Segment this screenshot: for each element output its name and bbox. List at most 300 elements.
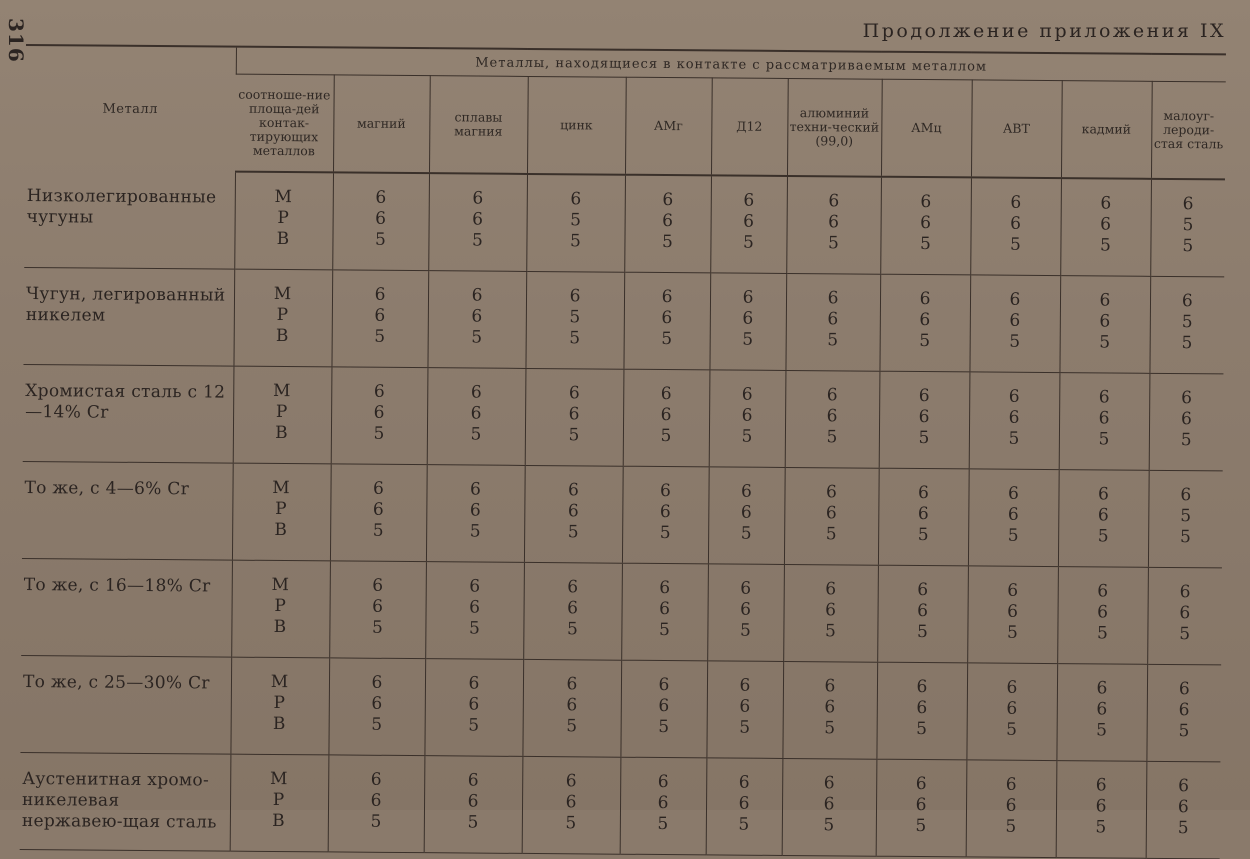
table-row xyxy=(20,752,1221,858)
rating-value: 5 xyxy=(916,621,928,642)
rating-value: 5 xyxy=(739,717,751,738)
rating-cell xyxy=(1057,566,1148,664)
rating-cell xyxy=(522,756,621,854)
rating-cell xyxy=(878,468,969,566)
rating-cell xyxy=(1056,663,1147,761)
ratio-cell xyxy=(230,657,329,755)
rating-cell xyxy=(620,757,707,855)
rating-value: 5 xyxy=(659,522,671,543)
rating-value: 6 xyxy=(375,187,387,208)
metal-name-cell: То же, с 16—18% Cr xyxy=(21,558,232,657)
running-head: Продолжение приложения IX xyxy=(862,20,1226,42)
ratio-label: М xyxy=(270,671,290,692)
rating-value: 5 xyxy=(570,210,582,231)
column-header: магний xyxy=(333,75,430,173)
rating-cell xyxy=(784,467,879,565)
ratio-label: Р xyxy=(275,498,288,519)
rating-value: 5 xyxy=(372,520,384,541)
rating-value: 5 xyxy=(739,620,751,641)
rating-value: 6 xyxy=(1178,699,1190,720)
rating-cell xyxy=(1150,179,1225,277)
ratio-label: В xyxy=(275,422,289,443)
rating-value: 6 xyxy=(1099,289,1111,311)
rating-value: 6 xyxy=(1007,504,1019,525)
rating-value: 6 xyxy=(1180,484,1192,505)
rating-value: 6 xyxy=(568,403,580,424)
ratio-label: М xyxy=(274,186,294,208)
rating-cell xyxy=(969,274,1060,372)
rating-value: 6 xyxy=(661,307,673,328)
rating-value: 5 xyxy=(1181,311,1193,332)
rating-value: 6 xyxy=(568,382,580,403)
ratio-label: М xyxy=(272,380,292,401)
rating-value: 6 xyxy=(742,287,754,308)
rating-value: 6 xyxy=(472,209,484,230)
rating-value: 6 xyxy=(375,208,387,229)
rating-value: 5 xyxy=(569,327,581,348)
rating-value: 6 xyxy=(1098,386,1110,408)
rating-value: 6 xyxy=(916,697,928,718)
rating-value: 6 xyxy=(570,189,582,210)
ratio-label: Р xyxy=(276,304,290,325)
compatibility-table xyxy=(20,44,1226,859)
rating-value: 6 xyxy=(468,672,480,694)
rating-value: 5 xyxy=(827,233,839,254)
rating-value: 6 xyxy=(915,794,927,815)
rating-value: 5 xyxy=(371,617,383,638)
rating-value: 6 xyxy=(662,190,674,211)
rating-value: 5 xyxy=(1180,429,1192,450)
rating-value: 6 xyxy=(1095,795,1107,817)
rating-value: 6 xyxy=(658,695,670,716)
rating-value: 6 xyxy=(1096,677,1108,699)
rating-value: 6 xyxy=(1179,581,1191,602)
rating-cell xyxy=(330,463,427,561)
rating-value: 5 xyxy=(1099,235,1111,256)
rating-value: 5 xyxy=(1177,817,1189,838)
rating-value: 5 xyxy=(468,714,480,736)
rating-cell xyxy=(522,659,621,757)
rating-cell xyxy=(1060,178,1151,276)
column-header: цинк xyxy=(527,76,626,174)
rating-value: 6 xyxy=(1098,407,1110,429)
rating-value: 6 xyxy=(472,188,484,209)
rating-value: 6 xyxy=(743,190,755,211)
ratio-label: Р xyxy=(277,207,290,229)
rating-value: 5 xyxy=(1180,505,1192,526)
rating-value: 6 xyxy=(1006,677,1018,698)
rating-cell xyxy=(786,176,881,274)
rating-value: 5 xyxy=(569,231,581,252)
rating-value: 6 xyxy=(566,694,578,715)
rating-cell xyxy=(623,272,710,370)
rating-value: 5 xyxy=(1178,720,1190,741)
rating-value: 5 xyxy=(1098,428,1110,450)
rating-value: 6 xyxy=(658,674,670,695)
rating-value: 5 xyxy=(740,523,752,544)
metal-name-cell: То же, с 4—6% Cr xyxy=(22,461,233,560)
rating-value: 5 xyxy=(467,811,479,833)
rating-value: 6 xyxy=(468,693,480,715)
rating-cell xyxy=(1149,276,1224,374)
column-header: Д12 xyxy=(711,78,788,176)
rating-value: 6 xyxy=(1008,386,1020,407)
rating-value: 5 xyxy=(566,715,578,736)
rating-value: 5 xyxy=(1179,623,1191,644)
metal-name-cell: То же, с 25—30% Cr xyxy=(20,655,231,754)
rating-value: 5 xyxy=(661,328,673,349)
rating-value: 6 xyxy=(1182,194,1194,215)
rating-cell xyxy=(876,662,967,760)
rating-value: 6 xyxy=(741,384,753,405)
ratio-cell xyxy=(232,463,331,561)
rating-cell xyxy=(709,369,786,467)
rating-value: 6 xyxy=(1181,290,1193,311)
rating-cell xyxy=(524,465,623,563)
rating-value: 6 xyxy=(917,503,929,524)
rating-value: 5 xyxy=(657,813,669,834)
page-number: 316 xyxy=(4,18,28,63)
rating-value: 6 xyxy=(661,286,673,307)
rating-value: 5 xyxy=(566,618,578,639)
rating-value: 6 xyxy=(1010,192,1022,213)
rating-value: 6 xyxy=(917,600,929,621)
rating-cell xyxy=(710,175,787,273)
rating-value: 5 xyxy=(1096,719,1108,741)
ratio-cell xyxy=(234,172,333,270)
ratio-label: Р xyxy=(274,595,287,616)
rating-value: 5 xyxy=(568,424,580,445)
rating-value: 6 xyxy=(1177,796,1189,817)
rating-cell xyxy=(969,371,1060,469)
column-header: сплавы магния xyxy=(429,76,528,174)
rating-cell xyxy=(328,754,425,852)
rating-cell xyxy=(424,658,523,756)
rating-cell xyxy=(708,466,785,564)
rating-value: 6 xyxy=(374,284,386,305)
rating-cell xyxy=(621,563,708,661)
rating-cell xyxy=(782,661,877,759)
rating-value: 5 xyxy=(827,329,839,350)
rating-value: 6 xyxy=(828,191,840,212)
ratio-cell xyxy=(231,560,330,658)
column-header: АМг xyxy=(625,77,712,175)
rating-value: 6 xyxy=(827,308,839,329)
rating-value: 6 xyxy=(826,405,838,426)
rating-cell xyxy=(526,174,625,272)
rating-value: 6 xyxy=(565,791,577,812)
rating-value: 6 xyxy=(374,305,386,326)
rating-value: 6 xyxy=(919,288,931,309)
ratio-label: М xyxy=(272,477,291,498)
rating-value: 6 xyxy=(471,285,483,306)
rating-cell xyxy=(785,273,880,371)
rating-cell xyxy=(966,759,1057,857)
rating-value: 5 xyxy=(1182,236,1194,257)
rating-value: 5 xyxy=(824,620,836,641)
rating-value: 6 xyxy=(1008,483,1019,504)
rating-cell xyxy=(331,366,428,464)
ratio-label: В xyxy=(272,713,287,734)
rating-value: 6 xyxy=(1006,698,1018,719)
rating-cell xyxy=(525,368,624,466)
rating-value: 5 xyxy=(1095,816,1107,838)
table-body xyxy=(20,170,1225,858)
rating-value: 6 xyxy=(1178,775,1190,796)
rating-value: 5 xyxy=(1005,816,1017,837)
rating-cell xyxy=(1148,470,1223,568)
rating-value: 6 xyxy=(739,696,751,717)
rating-value: 5 xyxy=(1097,525,1109,547)
table-row xyxy=(23,267,1224,373)
rating-value: 5 xyxy=(1006,719,1018,740)
rating-cell xyxy=(782,758,877,856)
rating-value: 6 xyxy=(740,578,752,599)
ratio-label: В xyxy=(275,325,290,346)
rating-value: 6 xyxy=(823,793,835,814)
rating-value: 5 xyxy=(919,234,931,255)
table-row xyxy=(23,364,1224,470)
rating-value: 5 xyxy=(823,814,835,835)
rating-value: 6 xyxy=(824,675,836,696)
rating-value: 6 xyxy=(1178,678,1190,699)
rating-value: 6 xyxy=(373,381,385,402)
ratio-label: В xyxy=(274,519,289,540)
rating-value: 6 xyxy=(825,502,837,523)
rating-value: 5 xyxy=(742,329,754,350)
metal-name-cell: Чугун, легированный никелем xyxy=(23,267,234,366)
column-header: АМц xyxy=(881,79,972,177)
ratio-label: В xyxy=(273,616,288,637)
rating-value: 6 xyxy=(742,308,754,329)
rating-value: 6 xyxy=(470,382,482,403)
rating-value: 6 xyxy=(373,478,385,499)
rating-value: 6 xyxy=(918,482,929,503)
contact-metals-group-header: Металлы, находящиеся в контакте с рассматриваемым металлом xyxy=(236,47,1226,82)
rating-value: 5 xyxy=(660,425,672,446)
rating-cell xyxy=(1147,567,1222,665)
ratio-label: В xyxy=(276,228,291,250)
rating-cell xyxy=(706,660,783,758)
rating-value: 6 xyxy=(920,192,932,213)
rating-value: 6 xyxy=(372,596,384,617)
rating-value: 6 xyxy=(660,480,671,501)
rating-cell xyxy=(525,271,624,369)
rating-value: 6 xyxy=(1009,310,1021,331)
rating-cell xyxy=(785,370,880,468)
rating-value: 6 xyxy=(825,578,837,599)
rating-value: 5 xyxy=(738,814,750,835)
rating-value: 5 xyxy=(658,619,670,640)
rating-value: 6 xyxy=(916,676,928,697)
metal-name-cell: Хромистая сталь с 12—14% Cr xyxy=(23,364,234,463)
rating-value: 6 xyxy=(917,579,929,600)
rating-value: 6 xyxy=(1100,193,1112,214)
rating-value: 6 xyxy=(1099,310,1111,332)
rating-value: 6 xyxy=(823,772,835,793)
rating-value: 5 xyxy=(471,230,483,251)
rating-cell xyxy=(1149,373,1224,471)
rating-value: 5 xyxy=(826,426,838,447)
rating-value: 5 xyxy=(661,232,673,253)
rating-value: 6 xyxy=(1008,407,1020,428)
rating-value: 6 xyxy=(1097,580,1109,602)
rating-cell xyxy=(624,175,711,273)
rating-value: 6 xyxy=(657,771,669,792)
rating-value: 6 xyxy=(370,769,382,790)
rating-value: 6 xyxy=(1010,213,1022,234)
rating-cell xyxy=(970,177,1061,275)
rating-value: 6 xyxy=(1179,602,1191,623)
rating-cell xyxy=(1058,469,1149,567)
rating-cell xyxy=(880,177,971,275)
rating-value: 5 xyxy=(373,423,385,444)
rating-value: 6 xyxy=(371,672,383,693)
rating-value: 5 xyxy=(1181,332,1193,353)
rating-value: 6 xyxy=(740,502,752,523)
rating-value: 5 xyxy=(374,229,386,250)
rating-value: 6 xyxy=(739,675,751,696)
rating-value: 5 xyxy=(469,521,481,542)
rating-cell xyxy=(706,757,783,855)
rating-value: 6 xyxy=(469,596,481,618)
rating-cell xyxy=(709,272,786,370)
rating-cell xyxy=(523,562,622,660)
rating-value: 6 xyxy=(469,500,481,521)
rating-value: 6 xyxy=(826,481,837,502)
rating-cell xyxy=(1059,275,1150,373)
rating-value: 6 xyxy=(828,212,840,233)
rating-value: 6 xyxy=(370,790,382,811)
rating-cell xyxy=(707,563,784,661)
rating-cell xyxy=(622,466,709,564)
rating-value: 5 xyxy=(1182,215,1194,236)
rating-cell xyxy=(427,270,526,368)
rating-value: 6 xyxy=(918,385,930,406)
ratio-label: Р xyxy=(275,401,289,422)
rating-value: 6 xyxy=(918,406,930,427)
rating-cell xyxy=(425,561,524,659)
column-header: алюминий техни-ческий (99,0) xyxy=(787,78,882,176)
rating-value: 6 xyxy=(1097,601,1109,623)
rating-value: 5 xyxy=(1008,428,1020,449)
column-header: АВТ xyxy=(971,80,1062,178)
rating-value: 5 xyxy=(741,426,753,447)
rating-value: 6 xyxy=(467,769,479,791)
rating-value: 5 xyxy=(915,815,927,836)
rating-cell xyxy=(879,274,970,372)
rating-value: 6 xyxy=(919,309,931,330)
ratio-label: М xyxy=(271,574,291,595)
metal-name-cell: Аустенитная хромо-никелевая нержавею-щая сталь xyxy=(20,752,231,851)
ratio-label: М xyxy=(273,283,293,304)
rating-value: 5 xyxy=(569,306,581,327)
rating-cell xyxy=(620,660,707,758)
rating-value: 6 xyxy=(1097,483,1109,505)
ratio-label: В xyxy=(272,810,286,831)
ratio-cell xyxy=(233,366,332,464)
rating-value: 6 xyxy=(371,693,383,714)
rating-value: 6 xyxy=(471,306,483,327)
rating-value: 6 xyxy=(567,597,579,618)
rating-value: 5 xyxy=(468,617,480,639)
ratio-cell xyxy=(233,269,332,367)
rating-value: 6 xyxy=(824,696,836,717)
rating-cell xyxy=(877,565,968,663)
table-row xyxy=(24,170,1225,276)
rating-value: 6 xyxy=(738,793,750,814)
rating-value: 6 xyxy=(470,403,482,424)
rating-value: 6 xyxy=(1180,408,1192,429)
rating-value: 5 xyxy=(742,232,754,253)
rating-value: 6 xyxy=(568,479,580,500)
rating-value: 5 xyxy=(565,812,577,833)
rating-value: 6 xyxy=(566,673,578,694)
table-row xyxy=(22,461,1223,567)
rating-cell xyxy=(426,464,525,562)
ratio-label: М xyxy=(269,768,289,789)
rating-value: 5 xyxy=(919,330,931,351)
rating-value: 6 xyxy=(373,402,385,423)
rating-cell xyxy=(1146,664,1221,762)
rating-value: 6 xyxy=(659,577,671,598)
rating-value: 6 xyxy=(567,500,579,521)
rating-cell xyxy=(1056,760,1147,858)
rating-value: 6 xyxy=(741,481,752,502)
rating-value: 6 xyxy=(740,599,752,620)
rating-value: 6 xyxy=(1100,214,1112,235)
rating-value: 5 xyxy=(470,424,482,445)
rating-value: 6 xyxy=(659,501,671,522)
rating-value: 5 xyxy=(825,523,837,544)
rating-value: 6 xyxy=(660,404,672,425)
rating-value: 6 xyxy=(1007,601,1019,622)
rating-value: 5 xyxy=(916,718,928,739)
rating-value: 5 xyxy=(658,716,670,737)
rating-cell xyxy=(1059,372,1150,470)
metal-name-cell: Низколегированные чугуны xyxy=(24,170,235,269)
rating-cell xyxy=(331,269,428,367)
rating-value: 6 xyxy=(567,576,579,597)
rating-value: 6 xyxy=(565,770,577,791)
rating-cell xyxy=(329,560,426,658)
rating-value: 6 xyxy=(827,287,839,308)
rating-value: 6 xyxy=(372,575,384,596)
rating-value: 6 xyxy=(915,773,927,794)
rating-value: 5 xyxy=(918,427,930,448)
rating-value: 5 xyxy=(374,326,386,347)
ratio-cell xyxy=(230,754,329,852)
rating-value: 6 xyxy=(659,598,671,619)
table-row xyxy=(20,655,1221,761)
rating-cell xyxy=(968,468,1059,566)
rating-value: 5 xyxy=(1096,622,1108,644)
rating-value: 6 xyxy=(1009,289,1021,310)
rating-value: 5 xyxy=(1009,234,1021,255)
rating-value: 6 xyxy=(738,772,750,793)
rating-cell xyxy=(424,755,523,853)
rating-cell xyxy=(428,173,527,271)
rating-value: 6 xyxy=(1181,387,1193,408)
rating-value: 5 xyxy=(1099,331,1111,353)
ratio-label: Р xyxy=(273,692,287,713)
rating-value: 5 xyxy=(1179,526,1191,547)
rating-value: 6 xyxy=(741,405,753,426)
rating-value: 6 xyxy=(1097,504,1109,526)
column-header: кадмий xyxy=(1061,81,1152,179)
rating-value: 6 xyxy=(1005,795,1017,816)
rating-value: 6 xyxy=(743,211,755,232)
